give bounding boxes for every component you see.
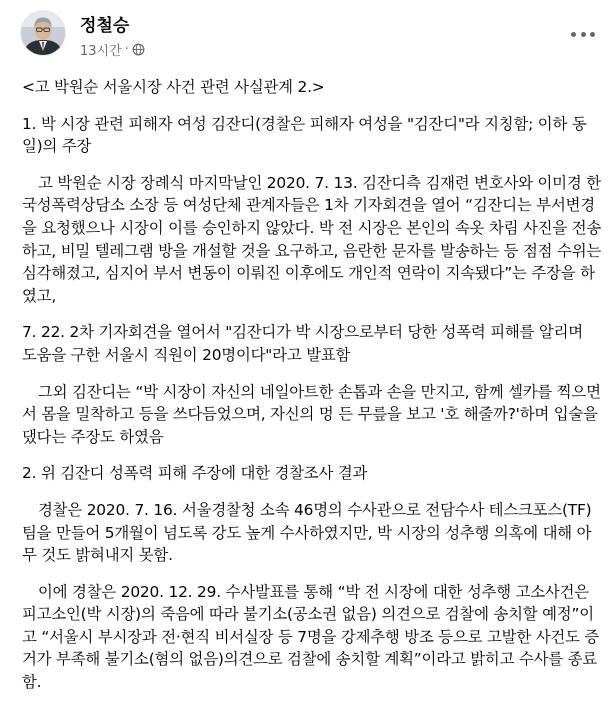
post-heading: <고 박원순 서울시장 사건 관련 사실관계 2.> bbox=[22, 78, 325, 96]
paragraph-gap bbox=[22, 567, 602, 581]
more-dot bbox=[571, 32, 576, 37]
paragraph-gap bbox=[22, 158, 602, 172]
paragraph-other-claims: 그외 김잔디는 “박 시장이 자신의 네일아트한 손톱과 손을 만지고, 함께 셀카를 찍으면서 몸을 밀착하고 등을 쓰다듬었으며, 자신의 멍 든 무릎을 보고 '호 해줄까?'하며 입술을 댔다는 주장도 하였음 bbox=[22, 382, 601, 446]
post-body bbox=[22, 76, 602, 694]
globe-icon[interactable] bbox=[132, 43, 145, 56]
more-dot bbox=[590, 32, 595, 37]
profile-photo bbox=[21, 11, 65, 55]
paragraph-press-conference-1: 고 박원순 시장 장례식 마지막날인 2020. 7. 13. 김잔디측 김재련 변호사와 이미경 한국성폭력상담소 소장 등 여성단체 관계자들은 1차 기자회견을 열어 “김잔디는 부서변경을 요청했으나 시장이 이를 승인하지 않았다. 박 전 시장은 본인의 속옷 차림 사진을 전송하고, 비밀 텔레그램 방을 개설할 것을 요구하고, 음란한 문자를 발송하는 등 점점 수위는 심각해졌고, 심지어 부서 변동이 이뤄진 이후에도 개인적 연락이 지속됐다”는 주장을 하였고, bbox=[22, 173, 602, 305]
paragraph-press-conference-2: 7. 22. 2차 기자회견을 열어서 "김잔디가 박 시장으로부터 당한 성폭력 피해를 알리며 도움을 구한 서울시 직원이 20명이다"라고 발표함 bbox=[22, 323, 583, 364]
paragraph-gap bbox=[22, 485, 602, 499]
paragraph-police-announcement: 이에 경찰은 2020. 12. 29. 수사발표를 통해 “박 전 시장에 대한 성추행 고소사건은 피고소인(박 시장)의 죽음에 따라 불기소(공소권 없음) 의견으로 검찰에 송치할 예정”이고 “서울시 부시장과 전·현직 비서실장 등 7명을 강제추행 방조 등으로 고발한 사건도 증거가 부족해 불기소(혐의 없음)의견으로 검찰에 송치할 계획”이라고 밝히고 수사를 종료함. bbox=[22, 582, 600, 692]
author-name[interactable]: 정철승 bbox=[80, 16, 130, 36]
paragraph-police-investigation: 경찰은 2020. 7. 16. 서울경찰청 소속 46명의 수사관으로 전담수사 테스크포스(TF)팀을 만들어 5개월이 넘도록 강도 높게 수사하였지만, 박 시장의 성추행 의혹에 대해 아무 것도 밝혀내지 못함. bbox=[22, 500, 592, 565]
meta-separator: · bbox=[124, 42, 129, 57]
more-dots-icon[interactable] bbox=[571, 26, 595, 42]
section-2-title: 2. 위 김잔디 성폭력 피해 주장에 대한 경찰조사 결과 bbox=[22, 464, 368, 483]
avatar[interactable] bbox=[21, 11, 65, 55]
paragraph-gap bbox=[22, 307, 602, 321]
paragraph-gap bbox=[22, 448, 602, 462]
more-dot bbox=[581, 32, 586, 37]
post-meta bbox=[80, 40, 145, 59]
section-1-title: 1. 박 시장 관련 피해자 여성 김잔디(경찰은 피해자 여성을 "김잔디"라 지칭함; 이하 동일)의 주장 bbox=[22, 114, 587, 156]
post-timestamp[interactable]: 13시간 bbox=[80, 44, 122, 59]
paragraph-gap bbox=[22, 99, 602, 113]
paragraph-gap bbox=[22, 367, 602, 381]
post-header bbox=[0, 0, 609, 72]
